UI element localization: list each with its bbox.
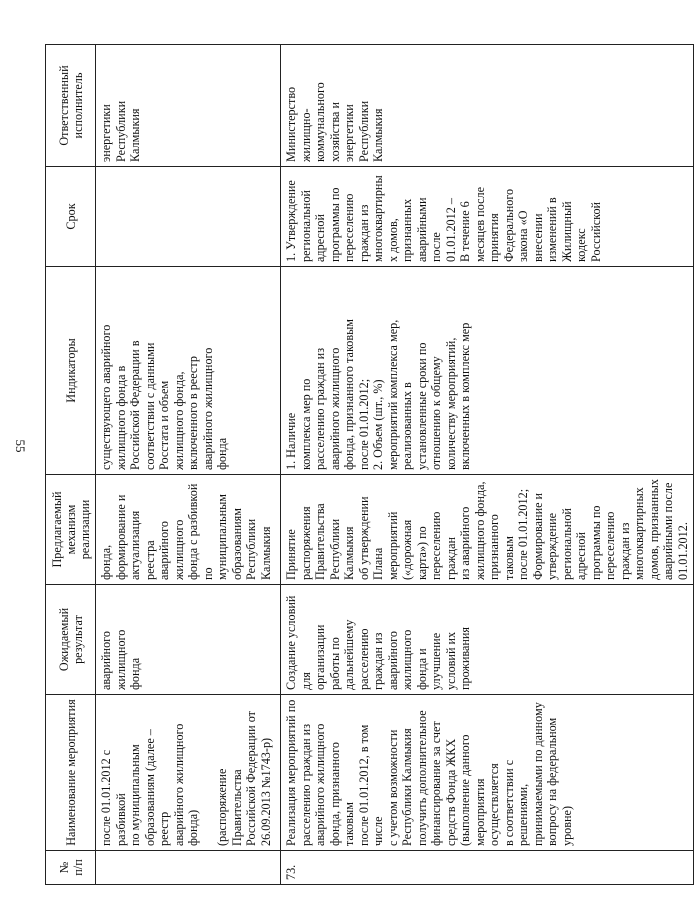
- header-mechanism: Предлагаемый механизм реализации: [46, 475, 96, 585]
- document-page: [45, 45, 690, 885]
- cell-name: Реализация мероприятий по расселению граждан из аварийного жилищного фонда, признанного таковым после 01.01.2012, в том числе с учетом возможности Республики Калмыкия получить дополнительное финансирование за счет средств Фонда ЖКХ (выполнение данного мероприятия осуществляется в соответствии с решениями, принимаемыми по данному вопросу на федеральном уровне): [281, 695, 694, 851]
- cell-indicators: 1. Наличие комплекса мер по расселению граждан из аварийного жилищного фонда, признанного таковым после 01.01.2012; 2. Объем (шт., %) мероприятий комплекса мер, реализованных в установленные сроки по отношению к общему количеству мероприятий, включенных в комплекс мер: [281, 267, 694, 475]
- cell-mechanism: фонда, формирование и актуализация реестра аварийного жилищного фонда с разбивкой по муниципальным образованиям Республики Калмыкия: [96, 475, 281, 585]
- cell-responsible: энергетики Республики Калмыкия: [96, 45, 281, 167]
- table-row: [96, 45, 281, 885]
- table-row: [281, 45, 694, 885]
- cell-mechanism: Принятие распоряжения Правительства Республики Калмыкия об утверждении Плана мероприятий («дорожная карта») по переселению граждан из аварийного жилищного фонда, признанного таковым после 01.01.2012; Формирование и утверждение региональной адресной программы по переселению граждан из многоквартирных домов, признанных аварийными после 01.01.2012.: [281, 475, 694, 585]
- cell-number: 73.: [281, 851, 694, 885]
- cell-indicators: существующего аварийного жилищного фонда в Российской Федерации в соответствии с данными Росстата и объем жилищного фонда, включенного в реестр аварийного жилищного фонда: [96, 267, 281, 475]
- cell-responsible: Министерство жилищно- коммунального хозяйства и энергетики Республики Калмыкия: [281, 45, 694, 167]
- cell-term: 1. Утверждение региональной адресной программы по переселению граждан из многоквартирны х домов, признанных аварийными после 01.01.2012 – В течение 6 месяцев после принятия Федерального закона «О внесении изменений в Жилищный кодекс Российской: [281, 167, 694, 267]
- table-header-row: [46, 45, 96, 885]
- header-term: Срок: [46, 167, 96, 267]
- cell-name: после 01.01.2012 с разбивкой по муниципальным образованиям (далее – реестр аварийного жилищного фонда) (распоряжение Правительства Российской Федерации от 26.09.2013 №1743-р): [96, 695, 281, 851]
- header-indicators: Индикаторы: [46, 267, 96, 475]
- cell-result: аварийного жилищного фонда: [96, 585, 281, 695]
- page-number: 55: [13, 439, 28, 453]
- header-number: № п/п: [46, 851, 96, 885]
- cell-result: Создание условий для организации работы по дальнейшему расселению граждан из аварийного жилищного фонда и улучшение условий их проживания: [281, 585, 694, 695]
- header-result: Ожидаемый результат: [46, 585, 96, 695]
- header-name: Наименование мероприятия: [46, 695, 96, 851]
- cell-number: [96, 851, 281, 885]
- measures-table: [45, 44, 694, 885]
- header-responsible: Ответственный исполнитель: [46, 45, 96, 167]
- cell-term: [96, 167, 281, 267]
